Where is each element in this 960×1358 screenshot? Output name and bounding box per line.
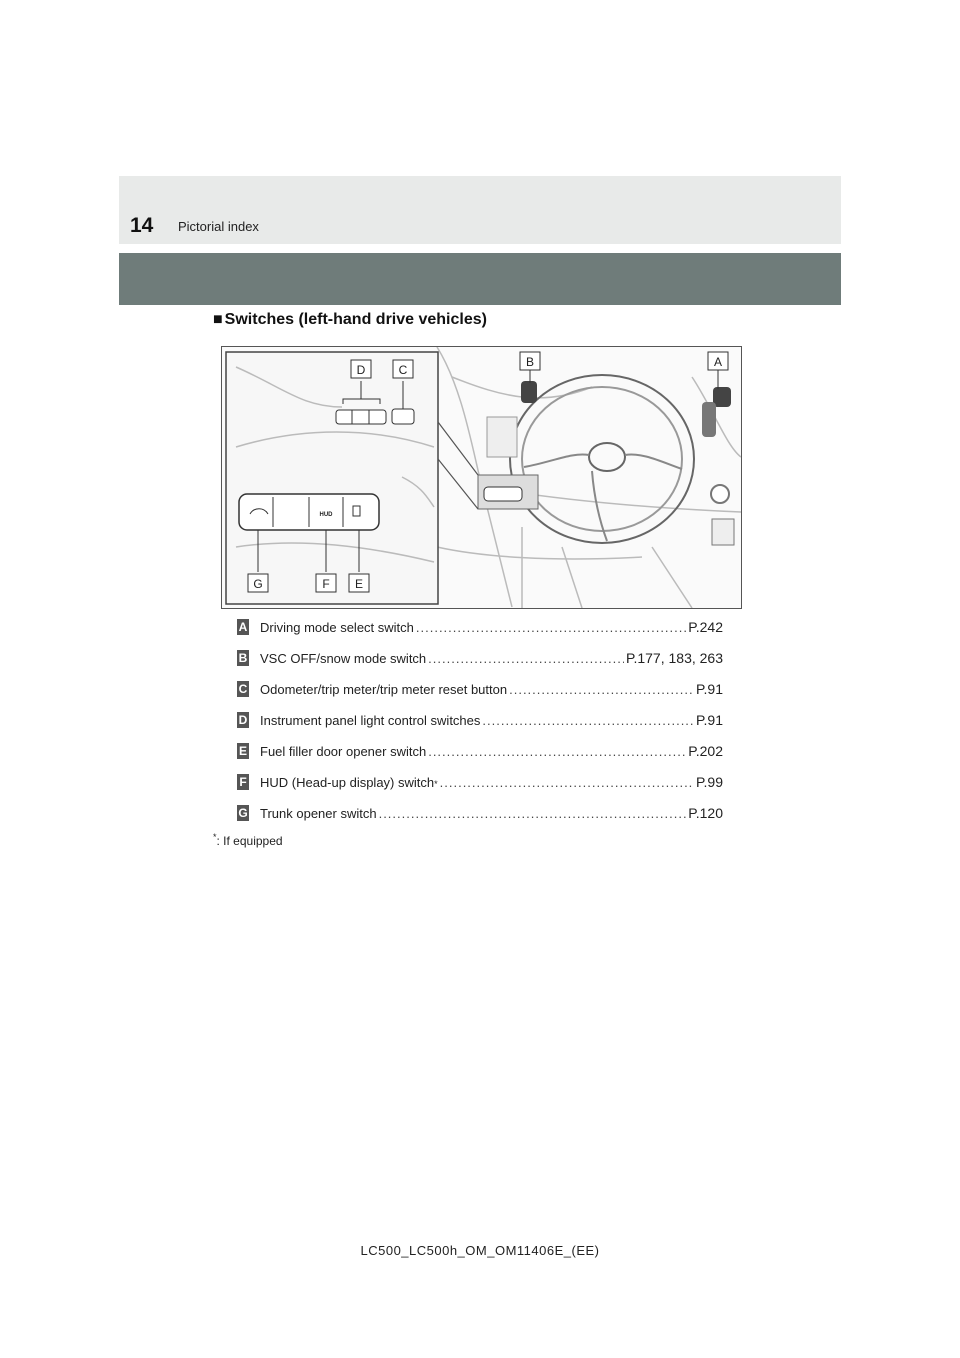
item-letter: G [238,806,248,820]
page-ref-link[interactable]: P.91 [696,712,723,728]
item-letter: B [238,651,248,665]
item-label: Odometer/trip meter/trip meter reset button [260,682,508,697]
item-letter: E [238,744,247,758]
illustration-svg [222,347,741,608]
callout-d: D [356,363,366,377]
footnote-text: : If equipped [216,834,283,848]
callout-c: C [398,363,408,377]
leader-dots [482,713,694,728]
leader-dots [416,620,686,635]
list-item [237,803,723,834]
item-label: Instrument panel light control switches [260,713,481,728]
page-ref-link[interactable]: P.99 [696,774,723,790]
page-ref-link[interactable]: P.202 [688,743,723,759]
page-ref-link[interactable]: P.91 [696,681,723,697]
list-item [237,741,723,772]
leader-dots [428,651,624,666]
item-letter: C [238,682,248,696]
footnote [213,832,283,848]
page-ref-link[interactable]: P.177, 183, 263 [625,650,723,666]
leader-dots [428,744,686,759]
footnote-symbol: * [213,832,217,842]
item-label: VSC OFF/snow mode switch [260,651,427,666]
page-ref-link[interactable]: P.120 [688,805,723,821]
item-label: Fuel filler door opener switch [260,744,427,759]
list-item [237,772,723,803]
switch-illustration [221,346,742,609]
section-marker: ■ [213,311,223,328]
item-label: Driving mode select switch [260,620,414,635]
footnote-mark: * [434,779,438,789]
leader-dots [440,775,694,790]
item-letter: F [237,774,249,790]
callout-e: E [354,577,364,591]
section-title-text: Switches (left-hand drive vehicles) [224,311,487,328]
page-number: 14 [130,214,154,237]
callout-a: A [713,355,723,369]
leader-dots [379,806,687,821]
hud-button-label: HUD [319,512,333,518]
callout-g: G [253,577,263,591]
doc-code: LC500_LC500h_OM_OM11406E_(EE) [360,1243,600,1258]
item-letter: D [238,713,248,727]
item-label: HUD (Head-up display) switch [260,775,435,790]
list-item [237,617,723,648]
callout-b: B [525,355,535,369]
list-item [237,679,723,710]
page-ref-link[interactable]: P.242 [688,619,723,635]
section-bar [119,253,841,305]
header-title: Pictorial index [178,219,259,234]
item-list [237,617,723,834]
list-item [237,710,723,741]
list-item [237,648,723,679]
section-title [213,311,487,329]
item-label: Trunk opener switch [260,806,377,821]
callout-f: F [322,577,330,591]
item-letter: A [238,620,248,634]
leader-dots [509,682,694,697]
